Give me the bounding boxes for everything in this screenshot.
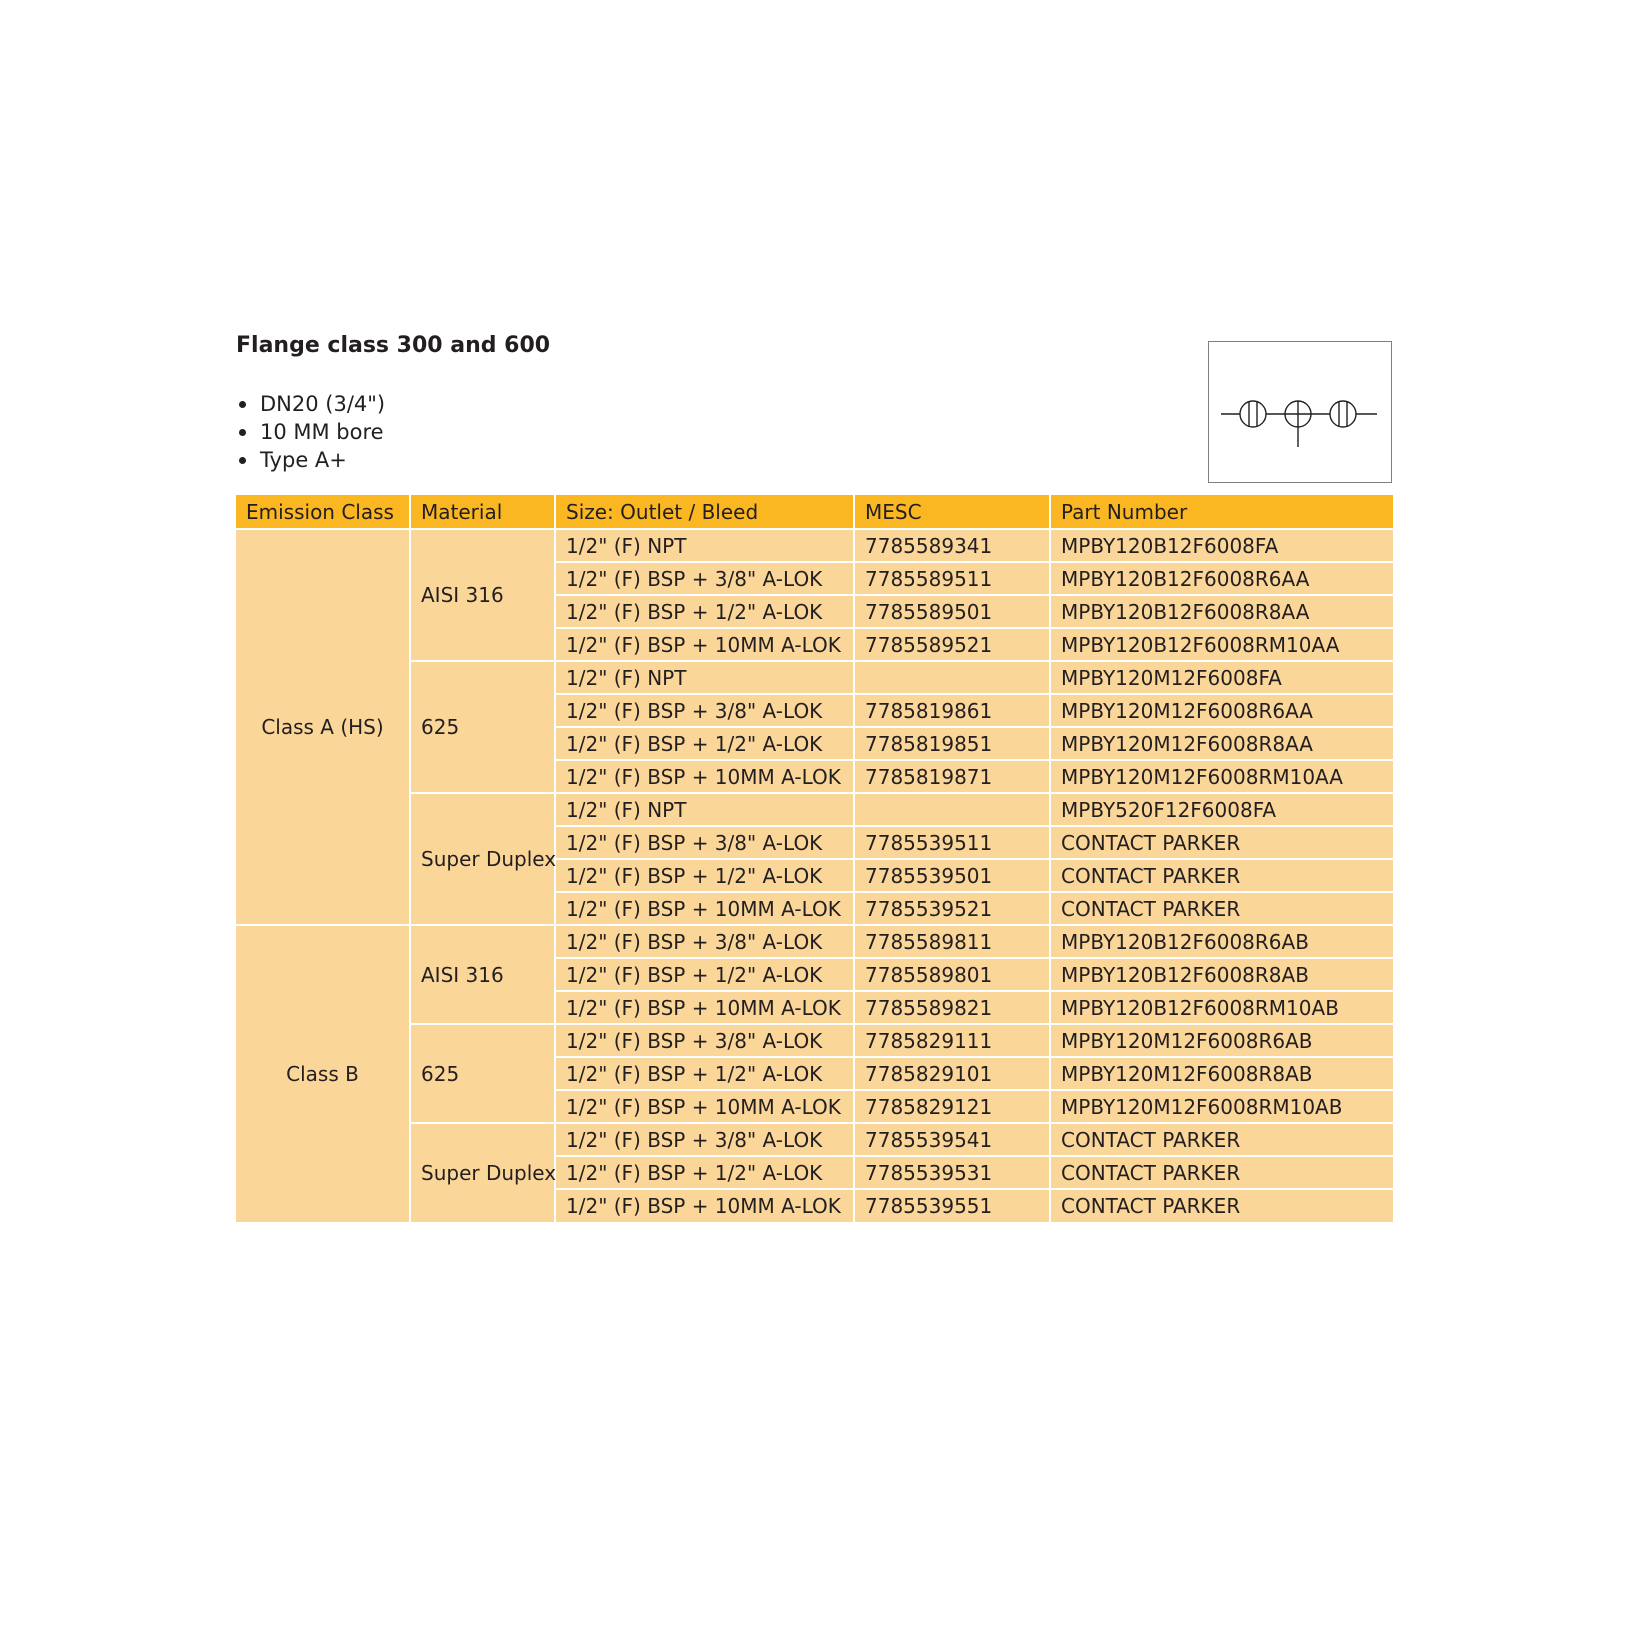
size-cell: 1/2" (F) NPT: [555, 529, 854, 562]
part-number-cell: CONTACT PARKER: [1050, 1123, 1393, 1156]
part-number-cell: CONTACT PARKER: [1050, 859, 1393, 892]
material-cell: Super Duplex: [410, 793, 555, 925]
table-row: [236, 661, 1393, 694]
part-number-cell: MPBY120B12F6008R6AA: [1050, 562, 1393, 595]
part-number-cell: MPBY120B12F6008R8AA: [1050, 595, 1393, 628]
mesc-cell: 7785539521: [854, 892, 1050, 925]
mesc-cell: 7785589811: [854, 925, 1050, 958]
size-cell: 1/2" (F) BSP + 3/8" A-LOK: [555, 1024, 854, 1057]
emission-class-cell: Class A (HS): [236, 529, 410, 925]
material-cell: 625: [410, 661, 555, 793]
part-number-cell: MPBY120B12F6008FA: [1050, 529, 1393, 562]
part-number-cell: MPBY120M12F6008RM10AA: [1050, 760, 1393, 793]
header-size: Size: Outlet / Bleed: [555, 495, 854, 529]
part-number-cell: MPBY120M12F6008FA: [1050, 661, 1393, 694]
mesc-cell: 7785589801: [854, 958, 1050, 991]
size-cell: 1/2" (F) BSP + 10MM A-LOK: [555, 892, 854, 925]
material-cell: AISI 316: [410, 529, 555, 661]
spec-list: [236, 390, 385, 474]
table-row: [236, 529, 1393, 562]
table-row: [236, 1123, 1393, 1156]
size-cell: 1/2" (F) BSP + 3/8" A-LOK: [555, 562, 854, 595]
part-number-cell: MPBY120B12F6008R6AB: [1050, 925, 1393, 958]
size-cell: 1/2" (F) BSP + 1/2" A-LOK: [555, 1156, 854, 1189]
size-cell: 1/2" (F) BSP + 10MM A-LOK: [555, 628, 854, 661]
part-number-cell: MPBY120M12F6008R8AA: [1050, 727, 1393, 760]
mesc-cell: 7785829111: [854, 1024, 1050, 1057]
mesc-cell: 7785589521: [854, 628, 1050, 661]
spec-item-size: DN20 (3/4"): [236, 390, 385, 418]
material-cell: 625: [410, 1024, 555, 1123]
size-cell: 1/2" (F) BSP + 3/8" A-LOK: [555, 1123, 854, 1156]
valve-block-symbol-icon: [1209, 342, 1393, 484]
size-cell: 1/2" (F) BSP + 3/8" A-LOK: [555, 925, 854, 958]
page-title: Flange class 300 and 600: [236, 333, 551, 358]
part-number-cell: MPBY120M12F6008R8AB: [1050, 1057, 1393, 1090]
mesc-cell: 7785539511: [854, 826, 1050, 859]
mesc-cell: 7785539541: [854, 1123, 1050, 1156]
size-cell: 1/2" (F) BSP + 1/2" A-LOK: [555, 1057, 854, 1090]
size-cell: 1/2" (F) NPT: [555, 661, 854, 694]
parts-table-wrap: [236, 495, 1393, 1222]
part-number-cell: MPBY120M12F6008RM10AB: [1050, 1090, 1393, 1123]
mesc-cell: 7785819861: [854, 694, 1050, 727]
material-cell: AISI 316: [410, 925, 555, 1024]
mesc-cell: 7785589821: [854, 991, 1050, 1024]
part-number-cell: MPBY520F12F6008FA: [1050, 793, 1393, 826]
mesc-cell: [854, 661, 1050, 694]
table-row: [236, 1024, 1393, 1057]
emission-class-cell: Class B: [236, 925, 410, 1222]
part-number-cell: CONTACT PARKER: [1050, 892, 1393, 925]
size-cell: 1/2" (F) BSP + 10MM A-LOK: [555, 1189, 854, 1222]
spec-item-bore: 10 MM bore: [236, 418, 385, 446]
part-number-cell: MPBY120B12F6008R8AB: [1050, 958, 1393, 991]
valve-symbol-box: [1208, 341, 1392, 483]
part-number-cell: CONTACT PARKER: [1050, 1189, 1393, 1222]
part-number-cell: CONTACT PARKER: [1050, 1156, 1393, 1189]
part-number-cell: MPBY120B12F6008RM10AB: [1050, 991, 1393, 1024]
size-cell: 1/2" (F) BSP + 10MM A-LOK: [555, 1090, 854, 1123]
table-row: [236, 793, 1393, 826]
size-cell: 1/2" (F) BSP + 1/2" A-LOK: [555, 958, 854, 991]
size-cell: 1/2" (F) BSP + 10MM A-LOK: [555, 760, 854, 793]
mesc-cell: 7785589501: [854, 595, 1050, 628]
size-cell: 1/2" (F) BSP + 10MM A-LOK: [555, 991, 854, 1024]
mesc-cell: 7785539501: [854, 859, 1050, 892]
part-number-cell: MPBY120B12F6008RM10AA: [1050, 628, 1393, 661]
part-number-cell: MPBY120M12F6008R6AA: [1050, 694, 1393, 727]
mesc-cell: [854, 793, 1050, 826]
spec-item-type: Type A+: [236, 446, 385, 474]
size-cell: 1/2" (F) BSP + 3/8" A-LOK: [555, 694, 854, 727]
part-number-cell: CONTACT PARKER: [1050, 826, 1393, 859]
mesc-cell: 7785539531: [854, 1156, 1050, 1189]
mesc-cell: 7785819851: [854, 727, 1050, 760]
mesc-cell: 7785589341: [854, 529, 1050, 562]
header-part-number: Part Number: [1050, 495, 1393, 529]
mesc-cell: 7785829121: [854, 1090, 1050, 1123]
size-cell: 1/2" (F) NPT: [555, 793, 854, 826]
size-cell: 1/2" (F) BSP + 1/2" A-LOK: [555, 727, 854, 760]
size-cell: 1/2" (F) BSP + 3/8" A-LOK: [555, 826, 854, 859]
header-mesc: MESC: [854, 495, 1050, 529]
mesc-cell: 7785829101: [854, 1057, 1050, 1090]
parts-table: [236, 495, 1393, 1222]
header-emission-class: Emission Class: [236, 495, 410, 529]
mesc-cell: 7785819871: [854, 760, 1050, 793]
size-cell: 1/2" (F) BSP + 1/2" A-LOK: [555, 595, 854, 628]
mesc-cell: 7785539551: [854, 1189, 1050, 1222]
table-row: [236, 925, 1393, 958]
size-cell: 1/2" (F) BSP + 1/2" A-LOK: [555, 859, 854, 892]
part-number-cell: MPBY120M12F6008R6AB: [1050, 1024, 1393, 1057]
table-header-row: [236, 495, 1393, 529]
header-material: Material: [410, 495, 555, 529]
mesc-cell: 7785589511: [854, 562, 1050, 595]
material-cell: Super Duplex: [410, 1123, 555, 1222]
